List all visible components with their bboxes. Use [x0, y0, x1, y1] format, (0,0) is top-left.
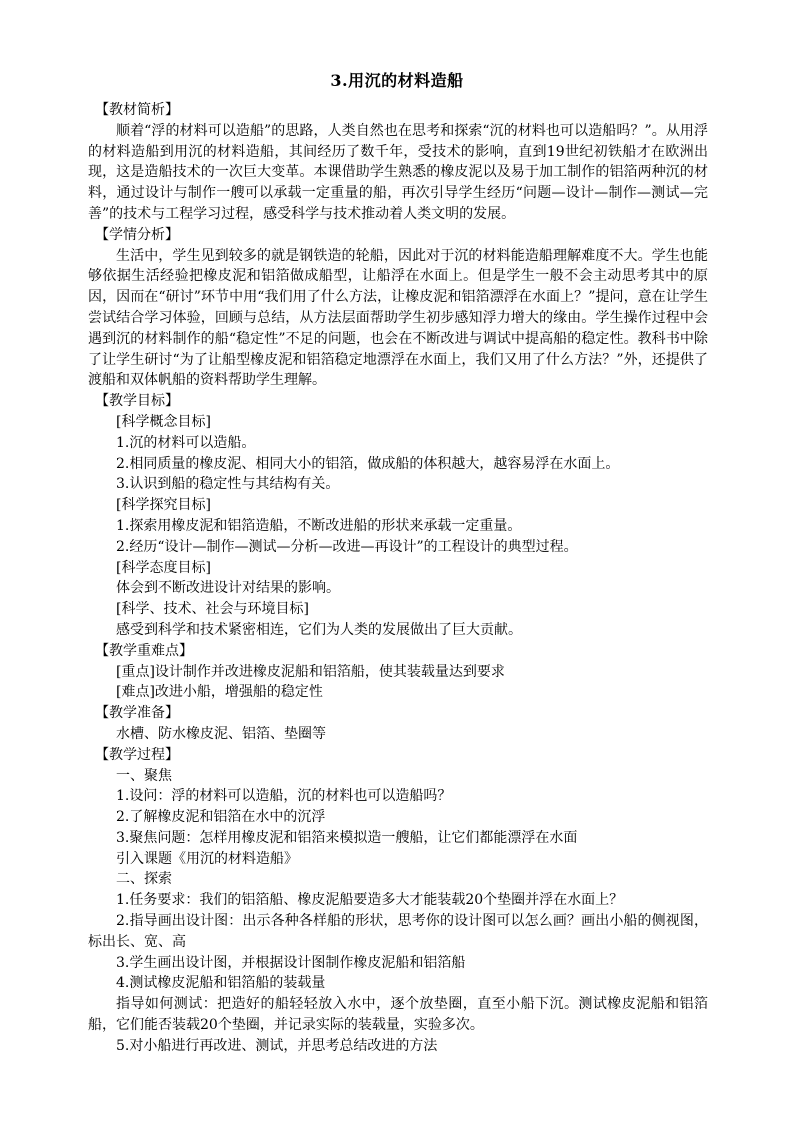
list-item: 2.经历“设计—制作—测试—分析—改进—再设计”的工程设计的典型过程。 [116, 538, 578, 555]
list-item: 1.设问：浮的材料可以造船，沉的材料也可以造船吗？ [116, 788, 452, 805]
list-item: 2.相同质量的橡皮泥、相同大小的铝箔，做成船的体积越大，越容易浮在水面上。 [116, 455, 620, 472]
list-item: 3.聚焦问题：怎样用橡皮泥和铝箔来模拟造一艘船，让它们都能漂浮在水面 [116, 829, 578, 846]
list-item: 5.对小船进行再改进、测试，并思考总结改进的方法 [116, 1037, 438, 1054]
key-point: [重点]设计制作并改进橡皮泥船和铝箔船，使其装载量达到要求 [116, 663, 505, 680]
subheading-explore: 二、探索 [116, 871, 172, 888]
document-body [88, 100, 708, 1057]
paragraph-textbook: 顺着“浮的材料可以造船”的思路，人类自然也在思考和探索“沉的材料也可以造船吗？”。从用浮的材料造船到用沉的材料造船，其间经历了数千年，受技术的影响，直到19世纪初铁船才在欧洲出现，这是造船技术的一次巨大变革。本课借助学生熟悉的橡皮泥以及易于加工制作的铝箔两种沉的材料，通过设计与制作一艘可以承载一定重量的船，再次引导学生经历“问题—设计—制作—测试—完善”的技术与工程学习过程，感受科学与技术推动着人类文明的发展。 [88, 122, 708, 222]
subheading-concept: [科学概念目标] [116, 413, 211, 430]
section-heading-textbook: 【教材简析】 [95, 102, 179, 118]
paragraph-test-guide: 指导如何测试：把造好的船轻轻放入水中，逐个放垫圈，直至小船下沉。测试橡皮泥船和铝箔船，它们能否装载20个垫圈，并记录实际的装载量，实验多次。 [88, 996, 708, 1034]
subheading-stse: [科学、技术、社会与环境目标] [116, 601, 309, 618]
subheading-attitude: [科学态度目标] [116, 559, 211, 576]
list-item: 2.了解橡皮泥和铝箔在水中的沉浮 [116, 809, 326, 826]
paragraph-learner: 生活中，学生见到较多的就是钢铁造的轮船，因此对于沉的材料能造船理解难度不大。学生也能够依据生活经验把橡皮泥和铝箔做成船型，让船浮在水面上。但是学生一般不会主动思考其中的原因，因而在“研讨”环节中用“我们用了什么方法，让橡皮泥和铝箔漂浮在水面上？”提问，意在让学生尝试结合学习体验，回顾与总结，从方法层面帮助学生初步感知浮力增大的缘由。学生操作过程中会遇到沉的材料制作的船“稳定性”不足的问题，也会在不断改进与调试中提高船的稳定性。教科书中除了让学生研讨“为了让船型橡皮泥和铝箔稳定地漂浮在水面上，我们又用了什么方法？”外，还提供了渡船和双体帆船的资料帮助学生理解。 [88, 247, 708, 389]
section-heading-prep: 【教学准备】 [95, 705, 179, 722]
list-item: 1.沉的材料可以造船。 [116, 434, 256, 451]
section-heading-key: 【教学重难点】 [95, 642, 193, 659]
section-heading-goals: 【教学目标】 [95, 393, 179, 410]
list-item: 2.指导画出设计图：出示各种各样船的形状，思考你的设计图可以怎么画？画出小船的侧视图，标出长、宽、高 [88, 913, 708, 950]
paragraph-attitude: 体会到不断改进设计对结果的影响。 [116, 580, 340, 597]
list-item: 1.任务要求：我们的铝箔船、橡皮泥船要造多大才能装载20个垫圈并浮在水面上？ [116, 892, 624, 909]
section-heading-process: 【教学过程】 [95, 746, 179, 763]
section-heading-learner: 【学情分析】 [95, 226, 179, 243]
list-item: 3.认识到船的稳定性与其结构有关。 [116, 476, 340, 493]
paragraph-prep: 水槽、防水橡皮泥、铝箔、垫圈等 [116, 725, 326, 742]
page-title: 3.用沉的材料造船 [330, 71, 464, 90]
difficult-point: [难点]改进小船，增强船的稳定性 [116, 684, 323, 701]
paragraph-stse: 感受到科学和技术紧密相连，它们为人类的发展做出了巨大贡献。 [116, 621, 522, 638]
subheading-inquiry: [科学探究目标] [116, 497, 211, 514]
list-item: 1.探索用橡皮泥和铝箔造船，不断改进船的形状来承载一定重量。 [116, 517, 522, 534]
paragraph-intro: 引入课题《用沉的材料造船》 [116, 850, 298, 867]
subheading-focus: 一、聚焦 [116, 767, 172, 784]
list-item: 4.测试橡皮泥船和铝箔船的装载量 [116, 975, 326, 992]
list-item: 3.学生画出设计图，并根据设计图制作橡皮泥船和铝箔船 [116, 954, 466, 971]
